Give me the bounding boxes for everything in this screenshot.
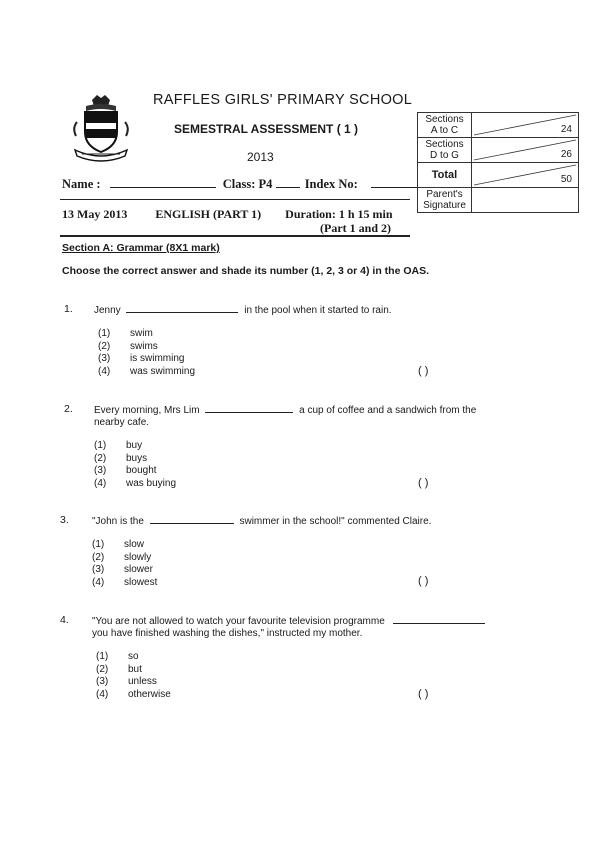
header-bottom-rule [60,235,410,237]
school-crest-logo [70,92,132,164]
exam-subject: ENGLISH (PART 1) [155,207,262,221]
signature-field[interactable] [472,188,579,213]
score-row [418,113,579,138]
header-divider [60,199,410,200]
option[interactable]: (3) bought [94,465,157,476]
question-number: 2. [64,403,73,415]
score-value-cell [472,163,579,188]
score-label: Parent's Signature [418,188,472,213]
question-text: "You are not allowed to watch your favourite television programme [92,614,485,628]
answer-bracket[interactable]: ( ) [418,688,429,700]
option[interactable]: (4) was buying [94,477,177,489]
question-number: 4. [60,614,69,626]
exam-date: 13 May 2013 [62,207,128,221]
duration-note: (Part 1 and 2) [320,221,391,235]
option[interactable]: (2) slowly [92,551,152,563]
options-list [98,328,195,378]
option[interactable]: (4) was swimming [98,365,196,377]
option[interactable]: (4) otherwise [96,688,171,700]
score-label: Sections D to G [418,138,472,163]
options-list [92,539,157,589]
question-text-line2: you have finished washing the dishes," instructed my mother. [92,628,363,639]
score-value-cell [472,138,579,163]
score-label: Total [418,163,472,188]
exam-year: 2013 [247,150,274,164]
name-field[interactable] [110,176,216,188]
section-title: Section A: Grammar (8X1 mark) [62,242,220,254]
answer-bracket[interactable]: ( ) [418,575,429,587]
question-text-line2: nearby cafe. [94,417,150,428]
answer-blank [150,514,234,524]
score-max: 26 [560,149,572,160]
name-label: Name : [62,177,101,191]
exam-info-row [62,207,393,222]
answer-bracket[interactable]: ( ) [418,477,429,489]
question-text: Jenny in the pool when it started to rain. [94,305,392,316]
score-table [417,112,579,213]
answer-blank [126,303,238,313]
option[interactable]: (2) swims [98,340,158,352]
score-max: 50 [560,174,572,185]
option[interactable]: (3) slower [92,564,153,575]
assessment-title: SEMESTRAL ASSESSMENT ( 1 ) [174,122,359,136]
score-row [418,138,579,163]
index-field[interactable] [371,176,419,188]
question-number: 3. [60,514,69,526]
score-row [418,188,579,213]
school-name: RAFFLES GIRLS' PRIMARY SCHOOL [153,92,413,108]
option[interactable]: (3) unless [96,676,157,687]
score-row [418,163,579,188]
exam-duration: Duration: 1 h 15 min [285,207,393,221]
option[interactable]: (3) is swimming [98,353,185,364]
class-label: Class: P4 [222,177,273,191]
option[interactable]: (1) slow [92,539,145,550]
options-list [96,651,171,701]
option[interactable]: (1) buy [94,440,143,451]
option[interactable]: (2) but [96,663,142,675]
options-list [94,440,176,490]
answer-blank [205,403,293,413]
question-text: Every morning, Mrs Lim a cup of coffee and a sandwich from the [94,405,477,416]
score-value-cell [472,113,579,138]
class-field[interactable] [276,176,300,188]
section-instruction: Choose the correct answer and shade its number (1, 2, 3 or 4) in the OAS. [62,265,430,277]
student-details-row [62,176,419,192]
score-max: 24 [560,124,572,135]
option[interactable]: (1) swim [98,328,153,339]
question-text: "John is the swimmer in the school!" commented Claire. [92,516,432,527]
option[interactable]: (2) buys [94,452,148,464]
answer-bracket[interactable]: ( ) [418,365,429,377]
score-label: Sections A to C [418,113,472,138]
index-label: Index No: [304,177,358,191]
option[interactable]: (1) so [96,651,139,662]
option[interactable]: (4) slowest [92,576,158,588]
answer-blank [393,614,485,624]
question-number: 1. [64,303,73,315]
